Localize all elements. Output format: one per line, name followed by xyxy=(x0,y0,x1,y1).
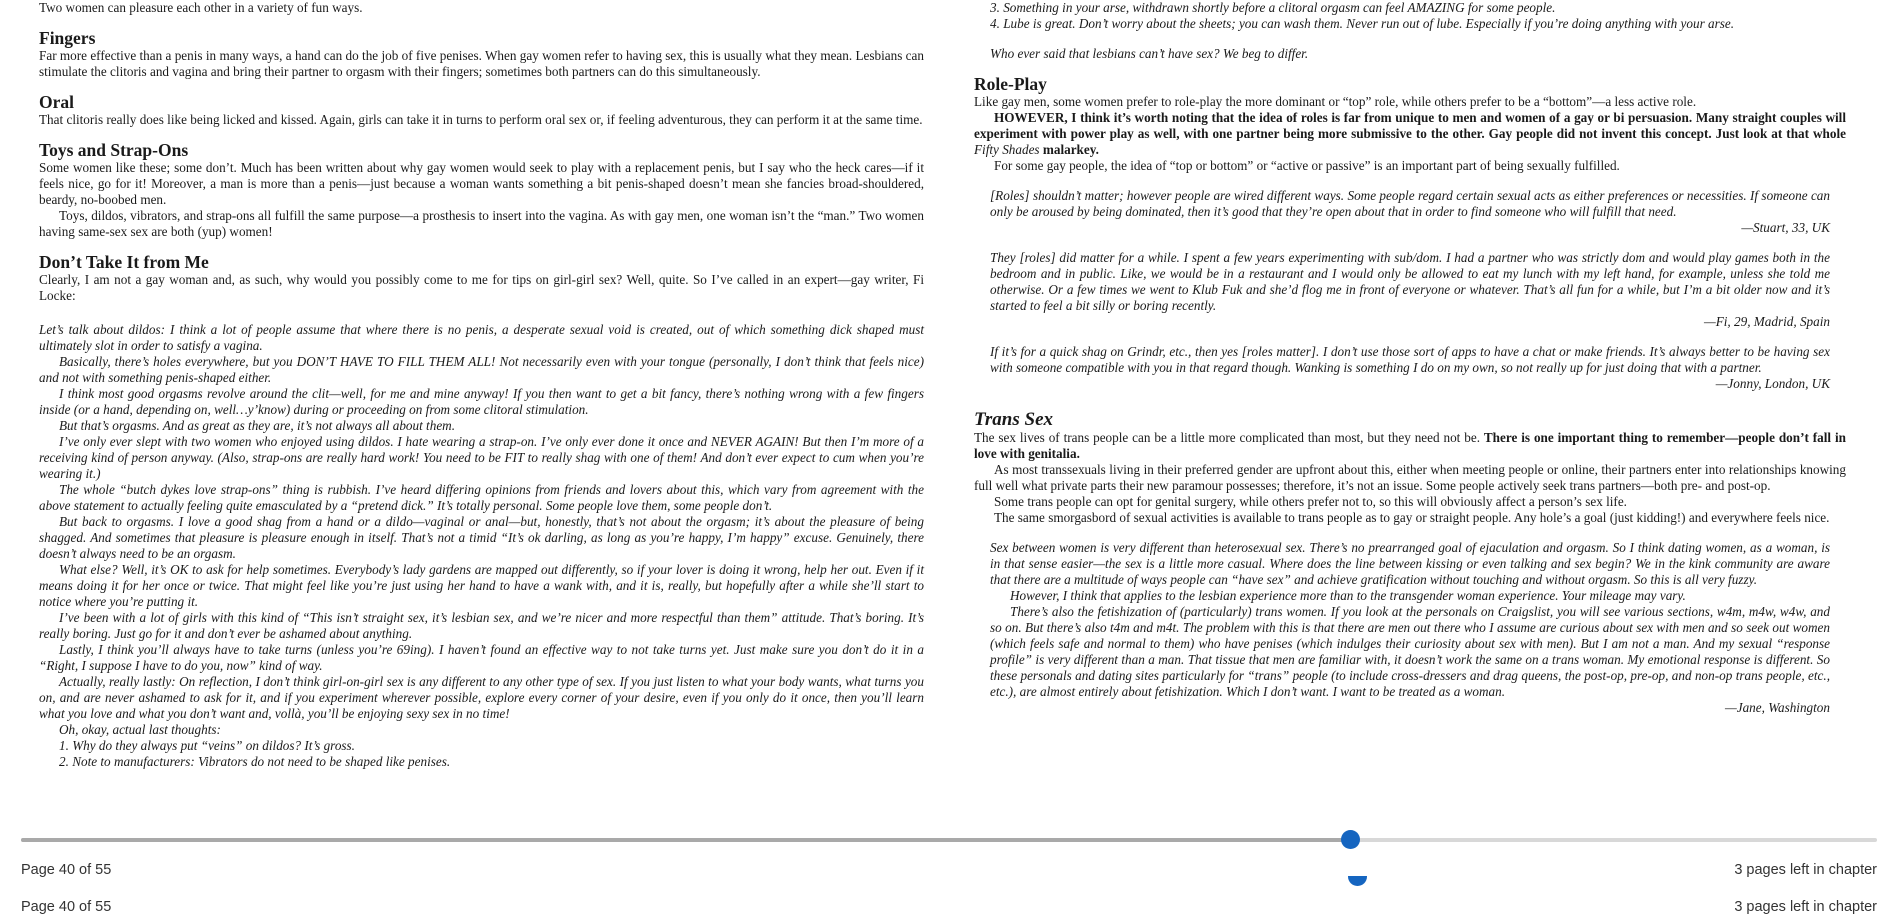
right-column xyxy=(974,0,1846,716)
heading-trans: Trans Sex xyxy=(974,409,1054,430)
heading-expert: Don’t Take It from Me xyxy=(39,252,209,272)
toys-text-1: Some women like these; some don’t. Much has been written about why gay women would seek to play with a replacement penis, but I say who the heck cares—if it feels nice, go for it! Moreover, a man is more than a penis—just because a woman wants something a bit penis-shaped doesn’t mean she fancies broad-shouldered, beardy, no-boobed men. xyxy=(39,160,924,207)
left-column xyxy=(39,0,924,770)
roleplay-text-2 xyxy=(974,110,1846,158)
intro-text: Two women can pleasure each other in a variety of fun ways. xyxy=(39,0,363,15)
quote-para: I’ve been with a lot of girls with this kind of “This isn’t straight sex, it’s lesbian sex, and we’re nicer and more respectful than them” attitude. That’s boring. It’s really boring. Just go for it and don’t ever be ashamed about anything. xyxy=(39,610,924,641)
bold-text: HOWEVER, I think it’s worth noting that the idea of roles is far from unique to men and women of a gay or bi persuasion. Many straight couples will experiment with power play as well, with one partner being more submissive to the other. Gay people did not invent this concept. Just look at that whole xyxy=(974,110,1846,141)
chapter-remaining-duplicate: 3 pages left in chapter xyxy=(1734,899,1877,915)
quote-para: What else? Well, it’s OK to ask for help sometimes. Everybody’s lady gardens are mapped out differently, so if your lover is doing it wrong, help her out. Even if it means doing it for her once or twice. That might feel like you’re just using her hand to have a wank with, and it is, really, but hopefully after a while she’ll start to notice where you’re putting it. xyxy=(39,562,924,609)
quote-para: But that’s orgasms. And as great as they are, it’s not always all about them. xyxy=(59,418,455,433)
trans-quote xyxy=(974,540,1846,700)
list-item: 2. Note to manufacturers: Vibrators do not need to be shaped like penises. xyxy=(59,754,451,769)
roleplay-quote-2 xyxy=(974,250,1846,314)
quote-para: Lastly, I think you’ll always have to take turns (unless you’re 69ing). I haven’t found an effective way to not take turns yet. Just make sure you don’t do it in a “Right, I suppose I have to do you, now” kind of way. xyxy=(39,642,924,673)
book-title: Fifty Shades xyxy=(974,142,1040,157)
page-label: Page 40 of 55 xyxy=(21,862,112,878)
quote-para: There’s also the fetishization of (particularly) trans women. If you look at the personals on Craigslist, you will see various sections, w4m, m4w, w4w, and so on. But there’s also t4m and m4t. The problem with this is that there are men out there who I assume are curious about sex with men and so seek out women (which feels safe and normal to them) who have penises (which indulges their curiosity about sex with men). But I am not a man. And my sexual “response profile” is very different than a man. That tissue that men are familiar with, it doesn’t work the same on a trans woman. My emotional response is different. So these personals and dating sites particularly for “trans” people (to include cross-dressers and drag queens, the post-op, pre-op, and non-op trans people, etc., etc.), are almost entirely about fetishization. Which I don’t want. I want to be treated as a woman. xyxy=(990,604,1830,699)
trans-text-1 xyxy=(974,430,1846,462)
chapter-remaining: 3 pages left in chapter xyxy=(1734,862,1877,878)
roleplay-quote-1 xyxy=(974,188,1846,220)
quote-attribution: —Fi, 29, Madrid, Spain xyxy=(1703,314,1830,329)
plain-text: The sex lives of trans people can be a little more complicated than most, but they need not be. xyxy=(974,430,1484,445)
quote-para: The whole “butch dykes love strap-ons” thing is rubbish. I’ve heard differing opinions from friends and lovers about this, which vary from agreement with the above statement to actually feeling quite emasculated by a “pretend dick.” It’s totally personal. Some people love them, some people don’t. xyxy=(39,482,924,513)
heading-toys: Toys and Strap-Ons xyxy=(39,140,189,160)
expert-quote xyxy=(39,322,924,770)
roleplay-text-1: Like gay men, some women prefer to role-play the more dominant or “top” role, while others prefer to be a “bottom”—a less active role. xyxy=(974,94,1697,109)
page-label-duplicate: Page 40 of 55 xyxy=(21,899,112,915)
quote-para: Basically, there’s holes everywhere, but you DON’T HAVE TO FILL THEM ALL! Not necessarily even with your tongue (personally, I don’t think that feels nice) and not with something penis-shaped either. xyxy=(39,354,924,385)
quote-para: They [roles] did matter for a while. I spent a few years experimenting with sub/dom. I had a partner who was strictly dom and would play games both in the bedroom and in public. Like, we would be in a restaurant and I would only be allowed to eat my lunch with my left hand, for example, unless she told me otherwise. Or a few times we went to Klub Fuk and she’d flog me in front of everyone or whatever. That’s all fun for a while, but I’m a bit older now and it’s started to feel a bit silly or boring recently. xyxy=(990,250,1830,313)
list-item: 4. Lube is great. Don’t worry about the sheets; you can wash them. Never run out of lube. Especially if you’re doing anything with your arse. xyxy=(990,16,1735,31)
quote-attribution: —Jane, Washington xyxy=(1724,700,1830,715)
trans-text-3: Some trans people can opt for genital surgery, while others prefer not to, so this will obviously affect a person’s sex life. xyxy=(994,494,1627,509)
list-continued xyxy=(974,0,1846,62)
roleplay-text-3: For some gay people, the idea of “top or bottom” or “active or passive” is an important part of being sexually fulfilled. xyxy=(994,158,1620,173)
quote-attribution: —Stuart, 33, UK xyxy=(1741,220,1830,235)
page-slider[interactable] xyxy=(21,838,1877,842)
quote-attribution: —Jonny, London, UK xyxy=(1715,376,1830,391)
slider-fill xyxy=(21,838,1350,842)
quote-para: Sex between women is very different than heterosexual sex. There’s no prearranged goal of ejaculation and orgasm. So I think dating women, as a woman, is in that sense easier—the sex is a little more casual. Where does the line between kissing or even talking and sex begin? We in the kink community are aware that there are a multitude of ways people can “have sex” and achieve gratification without touching and without orgasm. So this is all very fuzzy. xyxy=(990,540,1830,587)
slider-handle[interactable] xyxy=(1341,830,1360,849)
bold-text: There is one important thing to remember—people don’t fall in love with genitalia. xyxy=(974,430,1846,461)
fingers-text: Far more effective than a penis in many ways, a hand can do the job of five penises. When gay women refer to having sex, this is usually what they mean. Lesbians can stimulate the clitoris and vagina and bring their partner to orgasm with their fingers; sometimes both partners can do this simultaneously. xyxy=(39,48,924,79)
quote-para: I’ve only ever slept with two women who enjoyed using dildos. I hate wearing a strap-on. I’ve only ever done it once and NEVER AGAIN! But then I’m more of a receiving kind of person anyway. (Also, strap-ons are really hard work! You need to be FIT to really shag with one of them! And don’t ever expect to cum when you’re wearing it.) xyxy=(39,434,924,481)
bold-text: malarkey. xyxy=(1039,142,1099,157)
trans-text-4: The same smorgasbord of sexual activities is available to trans people as to gay or straight people. Any hole’s a goal (just kidding!) and everywhere feels nice. xyxy=(994,510,1830,525)
quote-para: I think most good orgasms revolve around the clit—well, for me and mine anyway! If you then want to get a bit fancy, there’s nothing wrong with a few fingers inside (or a hand, depending on, well…y’know) during or proceeding on from some clitoral stimulation. xyxy=(39,386,924,417)
quote-para: Actually, really lastly: On reflection, I don’t think girl-on-girl sex is any different to any other type of sex. If you just listen to what your body wants, what turns you on, and are never ashamed to ask for it, and if you experiment wherever possible, explore every corner of your desire, even if you only do it once, then you’ll learn what you love and what you don’t want and, vollà, you’ll be enjoying sexy sex in no time! xyxy=(39,674,924,721)
toys-text-2: Toys, dildos, vibrators, and strap-ons all fulfill the same purpose—a prosthesis to insert into the vagina. As with gay men, one woman isn’t the “man.” Two women having same-sex sex are both (yup) women! xyxy=(39,208,924,239)
list-item: 1. Why do they always put “veins” on dildos? It’s gross. xyxy=(59,738,355,753)
closing-line: Who ever said that lesbians can’t have sex? We beg to differ. xyxy=(990,46,1309,61)
slider-handle-ghost xyxy=(1348,876,1367,886)
quote-para: Oh, okay, actual last thoughts: xyxy=(59,722,221,737)
expert-text: Clearly, I am not a gay woman and, as such, why would you possibly come to me for tips on girl-girl sex? Well, quite. So I’ve called in an expert—gay writer, Fi Locke: xyxy=(39,272,924,303)
quote-para: However, I think that applies to the lesbian experience more than to the transgender woman experience. Your mileage may vary. xyxy=(1010,588,1686,603)
trans-text-2: As most transsexuals living in their preferred gender are upfront about this, either when meeting people or online, their partners enter into relationships knowing full well what private parts their new paramour possesses; therefore, it’s not an issue. Some people actively seek trans partners—both pre- and post-op. xyxy=(974,462,1846,493)
roleplay-quote-3 xyxy=(974,344,1846,376)
heading-fingers: Fingers xyxy=(39,28,96,48)
quote-para: If it’s for a quick shag on Grindr, etc., then yes [roles matter]. I don’t use those sort of apps to have a chat or make friends. It’s always better to be having sex with someone compatible with you in that regard though. Wanking is something I do on my own, so not really up for just doing that with a partner. xyxy=(990,344,1830,375)
oral-text: That clitoris really does like being licked and kissed. Again, girls can take it in turns to perform oral sex or, if feeling adventurous, they can perform it at the same time. xyxy=(39,112,923,127)
quote-para: Let’s talk about dildos: I think a lot of people assume that where there is no penis, a desperate sexual void is created, out of which something dick shaped must ultimately slot in order to satisfy a vagina. xyxy=(39,322,924,353)
heading-oral: Oral xyxy=(39,92,74,112)
quote-para: But back to orgasms. I love a good shag from a hand or a dildo—vaginal or anal—but, honestly, that’s not about the orgasm; it’s about the pleasure of being shagged. And sometimes that pleasure is pleasure enough in itself. That’s not a timid “It’s ok darling, as long as you’re happy, I’m happy” excuse. Genuinely, there doesn’t always need to be an orgasm. xyxy=(39,514,924,561)
list-item: 3. Something in your arse, withdrawn shortly before a clitoral orgasm can feel AMAZING for some people. xyxy=(990,0,1556,15)
heading-roleplay: Role-Play xyxy=(974,74,1047,94)
quote-para: [Roles] shouldn’t matter; however people are wired different ways. Some people regard certain sexual acts as either preferences or necessities. If someone can only be aroused by being dominated, then it’s good that they’re open about that in order to find someone who will fulfill that need. xyxy=(990,188,1830,219)
